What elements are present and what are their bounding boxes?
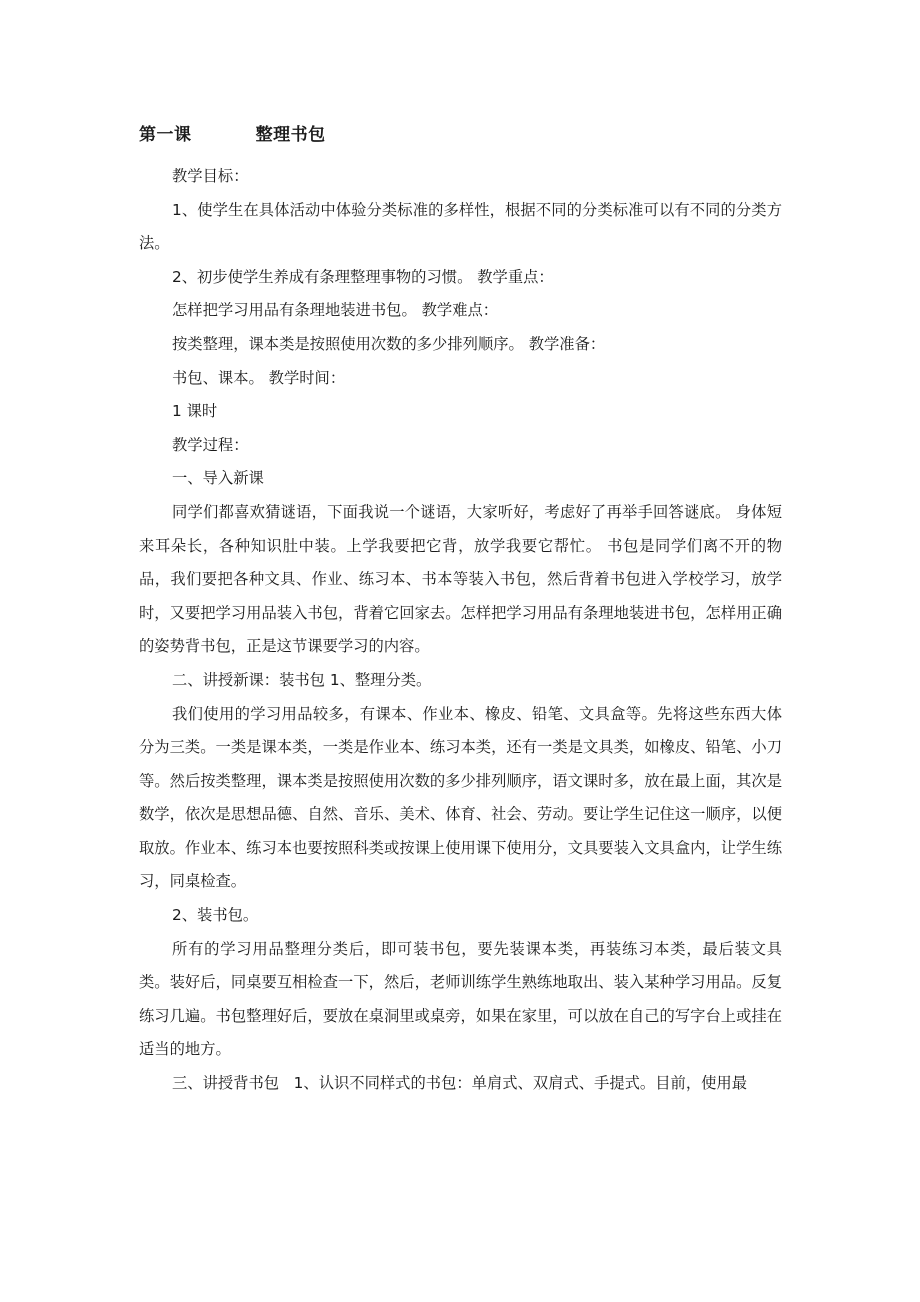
paragraph: 1、使学生在具体活动中体验分类标准的多样性，根据不同的分类标准可以有不同的分类方法。	[139, 200, 782, 253]
paragraph: 2、装书包。	[172, 906, 259, 925]
paragraph: 教学过程：	[172, 435, 249, 454]
paragraph: 怎样把学习用品有条理地装进书包。 教学难点：	[172, 301, 499, 320]
paragraph: 书包、课本。 教学时间：	[172, 368, 346, 387]
paragraph: 1 课时	[172, 402, 218, 421]
paragraph: 我们使用的学习用品较多，有课本、作业本、橡皮、铅笔、文具盒等。先将这些东西大体分为三类。一类是课本类，一类是作业本、练习本类，还有一类是文具类，如橡皮、铅笔、小刀等。然后按类整理，课本类是按照使用次数的多少排列顺序，语文课时多，放在最上面，其次是数学，依次是思想品德、自然、音乐、美术、体育、社会、劳动。要让学生记住这一顺序，以便取放。作业本、练习本也要按照科类或按课上使用课下使用分，文具要装入文具盒内，让学生练习，同桌检查。	[139, 704, 782, 891]
document-body	[139, 160, 782, 1101]
paragraph: 教学目标：	[172, 167, 249, 185]
lesson-title: 第一课 整理书包	[139, 125, 326, 145]
paragraph: 同学们都喜欢猜谜语，下面我说一个谜语，大家听好，考虑好了再举手回答谜底。 身体短来耳朵长，各种知识肚中装。上学我要把它背，放学我要它帮忙。 书包是同学们离不开的物品，我们要把各种文具、作业、练习本、书本等装入书包，然后背着书包进入学校学习，放学时，又要把学习用品装入书包，背着它回家去。怎样把学习用品有条理地装进书包，怎样用正确的姿势背书包，正是这节课要学习的内容。	[139, 502, 782, 656]
paragraph: 一、导入新课	[172, 469, 264, 488]
paragraph: 按类整理，课本类是按照使用次数的多少排列顺序。 教学准备：	[172, 334, 606, 353]
paragraph: 三、讲授背书包 1、认识不同样式的书包：单肩式、双肩式、手提式。目前，使用最	[172, 1074, 748, 1093]
paragraph: 2、初步使学生养成有条理整理事物的习惯。 教学重点：	[172, 267, 554, 286]
paragraph: 二、讲授新课：装书包 1、整理分类。	[172, 670, 432, 689]
paragraph: 所有的学习用品整理分类后，即可装书包，要先装课本类，再装练习本类，最后装文具类。装好后，同桌要互相检查一下，然后，老师训练学生熟练地取出、装入某种学习用品。反复练习几遍。书包整理好后，要放在桌洞里或桌旁，如果在家里，可以放在自己的写字台上或挂在适当的地方。	[139, 939, 782, 1059]
